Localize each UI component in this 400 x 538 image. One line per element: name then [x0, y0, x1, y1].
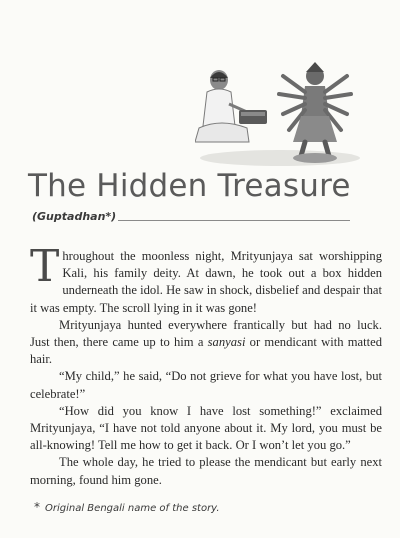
footnote-text: Original Bengali name of the story.	[45, 503, 220, 514]
story-subtitle: (Guptadhan*)	[32, 210, 117, 223]
story-title: The Hidden Treasure	[28, 168, 351, 204]
paragraph-3: “My child,” he said, “Do not grieve for what you have lost, but celebrate!”	[30, 369, 382, 401]
paragraph-1	[30, 241, 382, 317]
paragraph-1-text: hroughout the moonless night, Mrityunjaya sat worshipping Kali, his family deity. At dawn, he took out a box hidden underneath the idol. He saw in shock, disbelief and despair that it was empty. The scroll lying in it was gone!	[30, 249, 382, 315]
story-illustration	[195, 60, 365, 170]
paragraph-5: The whole day, he tried to please the mendicant but early next morning, found him gone.	[30, 455, 382, 487]
paragraph-2-text-b: or mendicant with matted hair.	[30, 335, 382, 367]
footnote	[34, 500, 220, 514]
paragraph-2-text-a: Mrityunjaya hunted everywhere frantically but had no luck. Just then, there came up to him a	[30, 317, 382, 350]
footnote-marker: *	[34, 500, 40, 514]
paragraph-2-italic: sanyasi	[207, 335, 246, 350]
story-body	[30, 241, 382, 489]
seated-man-with-box-icon	[195, 70, 267, 142]
paragraph-2	[30, 317, 382, 369]
drop-cap: T	[30, 241, 60, 292]
subtitle-rule	[118, 220, 350, 221]
kali-idol-icon	[279, 62, 351, 163]
subtitle-row	[32, 210, 350, 223]
paragraph-4: “How did you know I have lost something!” exclaimed Mrityunjaya, “I have not told anyone about it. My lord, you must be all-knowing! Tell me how to get it back. Or I won’t let you go.”	[30, 403, 382, 453]
